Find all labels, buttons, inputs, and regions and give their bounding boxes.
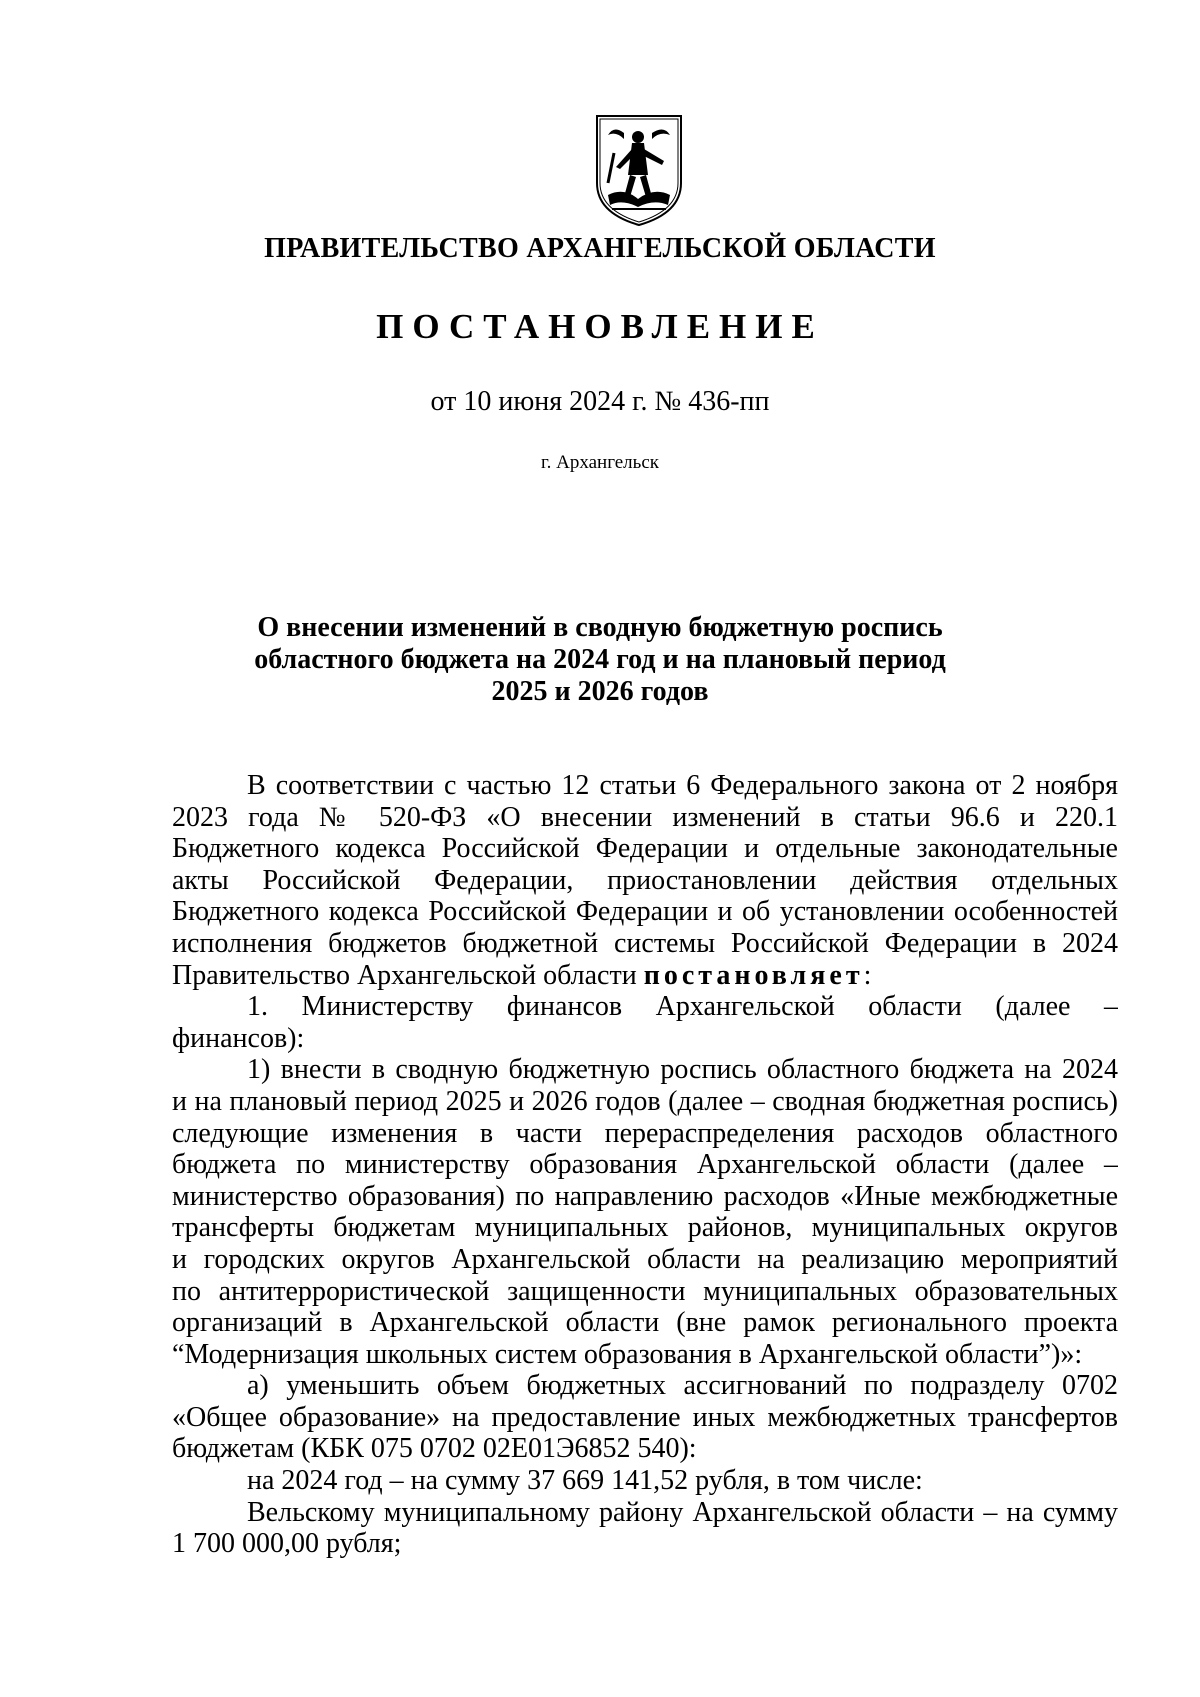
- subitem-1-line: министерство образования) по направлению расходов «Иные межбюджетные: [172, 1180, 1118, 1212]
- subitem-1-line: бюджета по министерству образования Архангельской области (далее –: [172, 1149, 1118, 1181]
- subitem-a-line: «Общее образование» на предоставление иных межбюджетных трансфертов: [172, 1401, 1118, 1433]
- subitem-1-line: организаций в Архангельской области (вне рамок регионального проекта: [172, 1307, 1118, 1339]
- organization-name: ПРАВИТЕЛЬСТВО АРХАНГЕЛЬСКОЙ ОБЛАСТИ: [264, 233, 936, 264]
- velsk-line: 1 700 000,00 рубля;: [172, 1528, 402, 1560]
- subitem-1-line: “Модернизация школьных систем образования в Архангельской области”)»:: [172, 1338, 1083, 1370]
- document-type: ПОСТАНОВЛЕНИЕ: [376, 307, 824, 346]
- resolves-colon: :: [863, 959, 872, 991]
- subitem-a-line: бюджетам (КБК 075 0702 02Е01Э6852 540):: [172, 1433, 697, 1465]
- subitem-a-line: а) уменьшить объем бюджетных ассигнований по подразделу 0702: [247, 1370, 1118, 1402]
- item-1-line: финансов):: [172, 1022, 305, 1054]
- subitem-1-line: и на плановый период 2025 и 2026 годов (далее – сводная бюджетная роспись): [172, 1085, 1118, 1117]
- subitem-1-line: 1) внести в сводную бюджетную роспись областного бюджета на 2024: [247, 1054, 1118, 1086]
- preamble-line: 2023 года № 520-ФЗ «О внесении изменений в статьи 96.6 и 220.1: [172, 801, 1118, 833]
- preamble-line: Бюджетного кодекса Российской Федерации и отдельные законодательные: [172, 833, 1118, 865]
- document-body: [172, 770, 1118, 1560]
- title-line: областного бюджета на 2024 год и на плановый период: [254, 644, 946, 675]
- title-line: 2025 и 2026 годов: [491, 676, 709, 707]
- item-1-line: 1. Министерству финансов Архангельской области (далее –: [247, 991, 1118, 1023]
- subitem-1-line: и городских округов Архангельской области на реализацию мероприятий: [172, 1243, 1118, 1275]
- date-and-number: от 10 июня 2024 г. № 436-пп: [430, 386, 770, 417]
- preamble-last-text: Правительство Архангельской области: [172, 959, 644, 991]
- resolves-word: постановляет: [643, 959, 864, 991]
- title-line: О внесении изменений в сводную бюджетную роспись: [257, 612, 943, 643]
- preamble-line: В соответствии с частью 12 статьи 6 Федерального закона от 2 ноября: [247, 770, 1118, 801]
- preamble-line: исполнения бюджетов бюджетной системы Российской Федерации в 2024: [172, 927, 1118, 959]
- city: г. Архангельск: [540, 452, 659, 473]
- subitem-1-line: трансферты бюджетам муниципальных районов, муниципальных округов: [172, 1212, 1118, 1244]
- preamble-last-line: [172, 960, 1118, 992]
- year-sum-line: на 2024 год – на сумму 37 669 141,52 рубля, в том числе:: [247, 1465, 923, 1497]
- preamble-line: акты Российской Федерации, приостановлении действия отдельных: [172, 864, 1118, 896]
- coat-of-arms-icon: [594, 113, 684, 228]
- subitem-1-line: по антитеррористической защищенности муниципальных образовательных: [172, 1275, 1118, 1307]
- velsk-line: Вельскому муниципальному району Архангельской области – на сумму: [247, 1496, 1118, 1528]
- preamble-line: Бюджетного кодекса Российской Федерации и об установлении особенностей: [172, 896, 1118, 928]
- subitem-1-line: следующие изменения в части перераспределения расходов областного: [172, 1117, 1118, 1149]
- document-title: [0, 612, 1200, 708]
